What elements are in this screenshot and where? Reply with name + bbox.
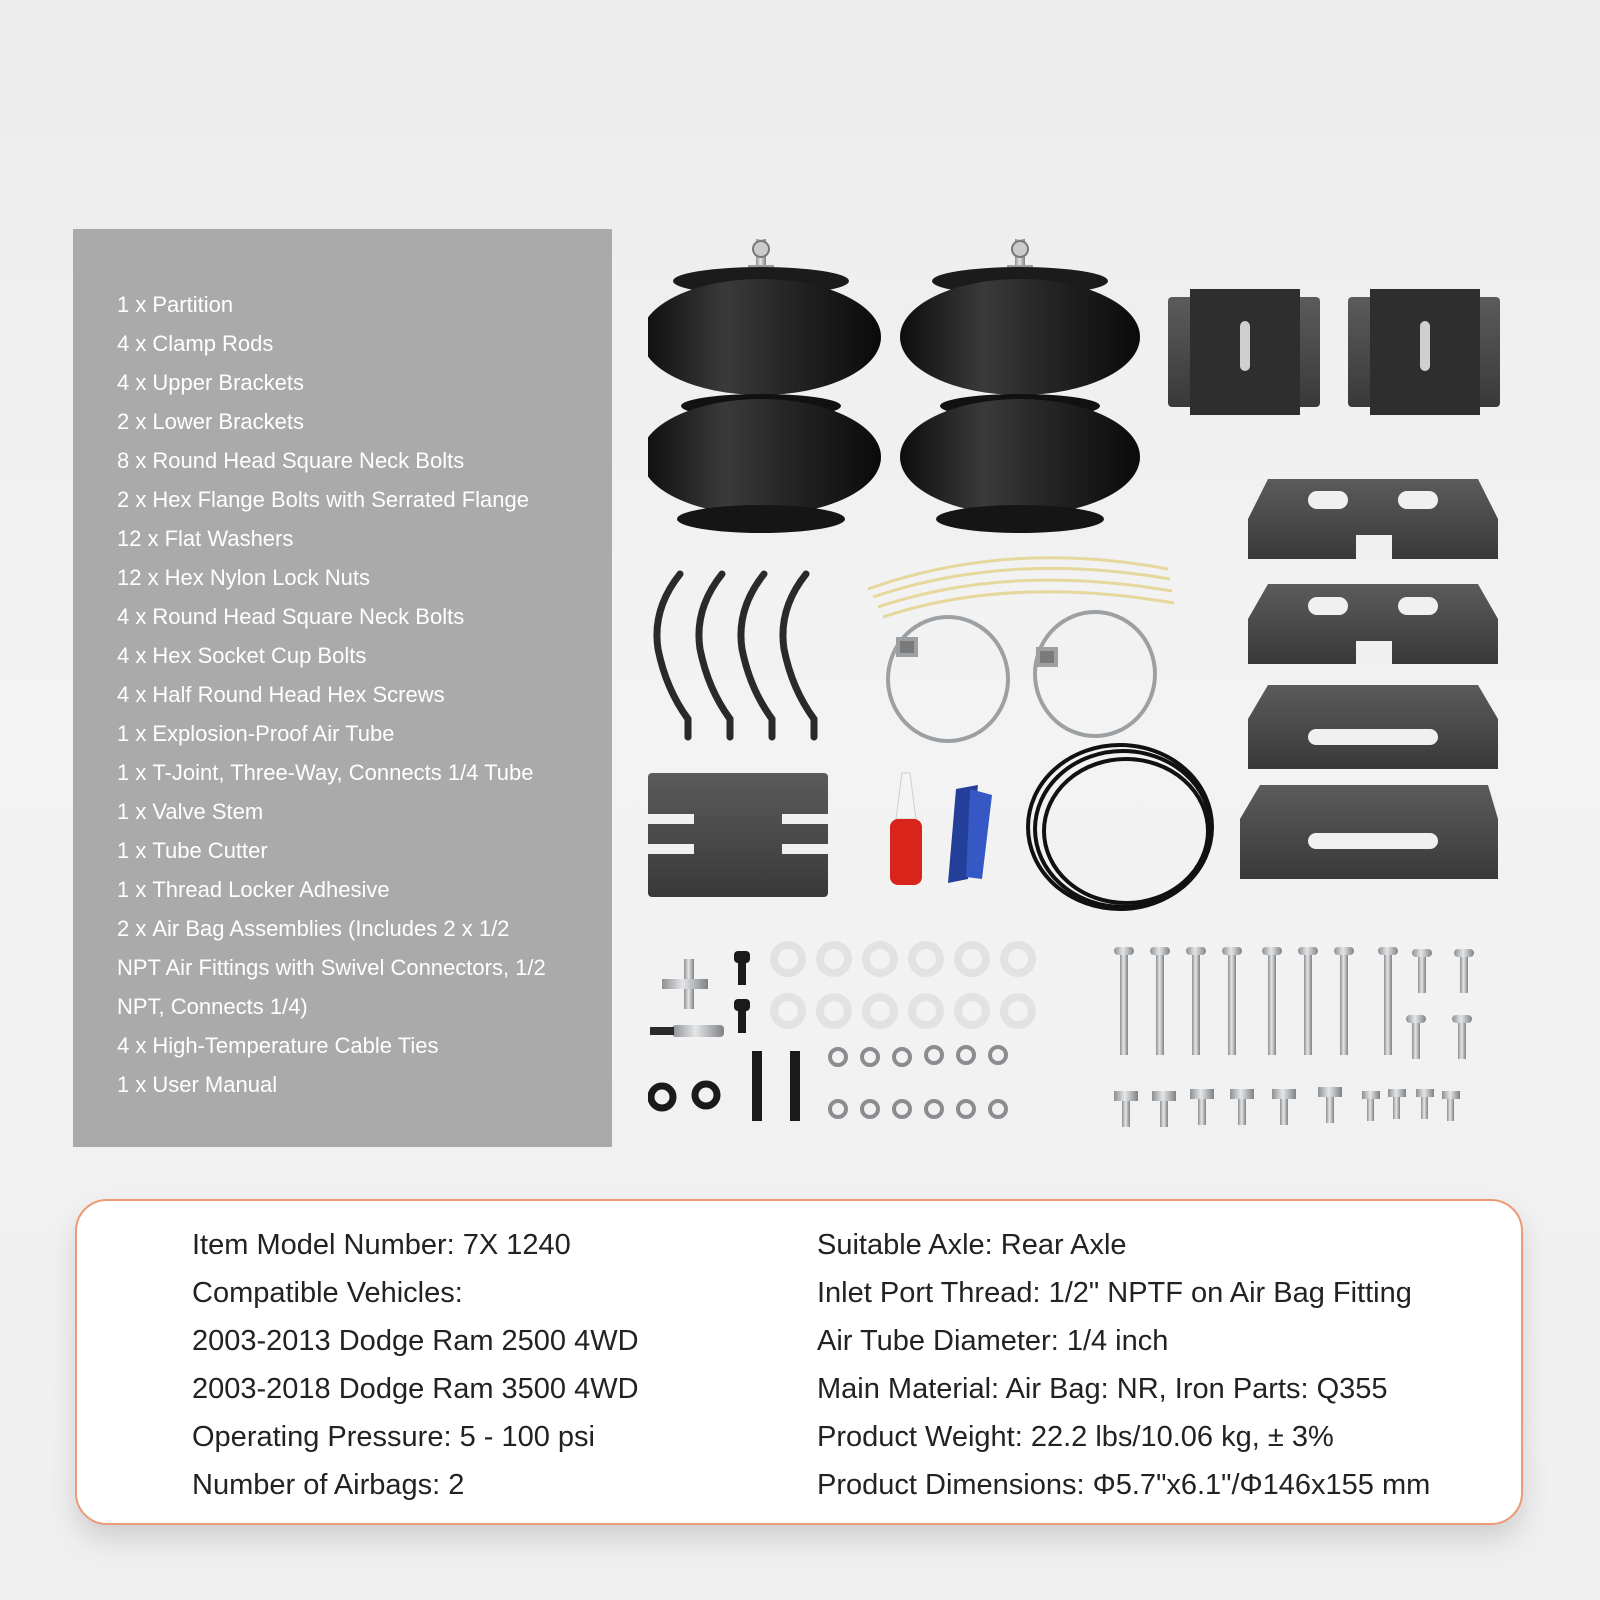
part-item: 4 x Upper Brackets: [117, 370, 304, 395]
tube-cutter: [948, 785, 992, 883]
thread-locker-bottle: [890, 773, 922, 885]
hex-socket-bolts: [734, 951, 750, 1033]
part-item: 4 x Round Head Square Neck Bolts: [117, 604, 465, 629]
spec-inlet-port-thread: Inlet Port Thread: 1/2" NPTF on Air Bag Fitting: [817, 1277, 1412, 1309]
spec-suitable-axle: Suitable Axle: Rear Axle: [817, 1229, 1127, 1261]
parts-list: [117, 285, 597, 1104]
part-item: 4 x High-Temperature Cable Ties: [117, 1033, 439, 1058]
part-item: 2 x Air Bag Assemblies (Includes 2 x 1/2: [117, 916, 510, 941]
spec-model-number: Item Model Number: 7X 1240: [192, 1229, 571, 1261]
lower-brackets: [1240, 479, 1498, 879]
spec-operating-pressure: Operating Pressure: 5 - 100 psi: [192, 1421, 595, 1453]
specs-right-column: [817, 1221, 1430, 1509]
square-neck-bolts: [1114, 947, 1474, 1059]
cable-ties: [868, 558, 1174, 617]
spec-air-tube-diameter: Air Tube Diameter: 1/4 inch: [817, 1325, 1169, 1357]
part-item: 8 x Round Head Square Neck Bolts: [117, 448, 465, 473]
part-item: 4 x Clamp Rods: [117, 331, 274, 356]
part-item: 4 x Half Round Head Hex Screws: [117, 682, 445, 707]
part-item: 1 x User Manual: [117, 1072, 278, 1097]
hex-lock-nuts: [830, 1047, 1006, 1117]
hose-clamps: [888, 612, 1155, 741]
part-item: 1 x Valve Stem: [117, 799, 264, 824]
part-item: 12 x Flat Washers: [117, 526, 294, 551]
upper-brackets: [1168, 289, 1500, 415]
spec-vehicle-ram-2500: 2003-2013 Dodge Ram 2500 4WD: [192, 1325, 639, 1357]
part-item: 1 x Tube Cutter: [117, 838, 268, 863]
hex-flange-bolts: [1114, 1087, 1460, 1127]
clamp-rods: [657, 574, 814, 737]
spec-main-material: Main Material: Air Bag: NR, Iron Parts: Q355: [817, 1373, 1388, 1405]
part-item: 1 x T-Joint, Three-Way, Connects 1/4 Tube: [117, 760, 534, 785]
spec-number-of-airbags: Number of Airbags: 2: [192, 1469, 465, 1501]
part-item: 2 x Hex Flange Bolts with Serrated Flange: [117, 487, 529, 512]
spec-product-dimensions: Product Dimensions: Φ5.7"x6.1"/Φ146x155 mm: [817, 1469, 1431, 1501]
spec-product-weight: Product Weight: 22.2 lbs/10.06 kg, ± 3%: [817, 1421, 1334, 1453]
valve-stem: [650, 1025, 724, 1037]
flat-washers: [774, 945, 1032, 1025]
specs-left-column: [192, 1221, 639, 1509]
cup-bolts: [752, 1051, 800, 1121]
spec-compatible-vehicles-label: Compatible Vehicles:: [192, 1277, 463, 1309]
part-item: 4 x Hex Socket Cup Bolts: [117, 643, 367, 668]
part-item: 1 x Thread Locker Adhesive: [117, 877, 390, 902]
part-item: 1 x Partition: [117, 292, 234, 317]
part-item-continued: NPT, Connects 1/4): [117, 994, 308, 1019]
specifications-box: [75, 1199, 1523, 1525]
product-kit-illustration: [648, 229, 1540, 1147]
air-bag-left: [648, 239, 881, 533]
air-tube-coil: [1028, 745, 1212, 909]
part-item-continued: NPT Air Fittings with Swivel Connectors, 1/2: [117, 955, 546, 980]
part-item: 1 x Explosion-Proof Air Tube: [117, 721, 395, 746]
part-item: 2 x Lower Brackets: [117, 409, 304, 434]
spec-vehicle-ram-3500: 2003-2018 Dodge Ram 3500 4WD: [192, 1373, 639, 1405]
t-joint: [662, 959, 708, 1009]
partition-plate: [648, 773, 828, 897]
rubber-spacers: [651, 1084, 717, 1108]
parts-list-panel: [73, 229, 612, 1147]
air-bag-right: [900, 239, 1140, 533]
part-item: 12 x Hex Nylon Lock Nuts: [117, 565, 371, 590]
